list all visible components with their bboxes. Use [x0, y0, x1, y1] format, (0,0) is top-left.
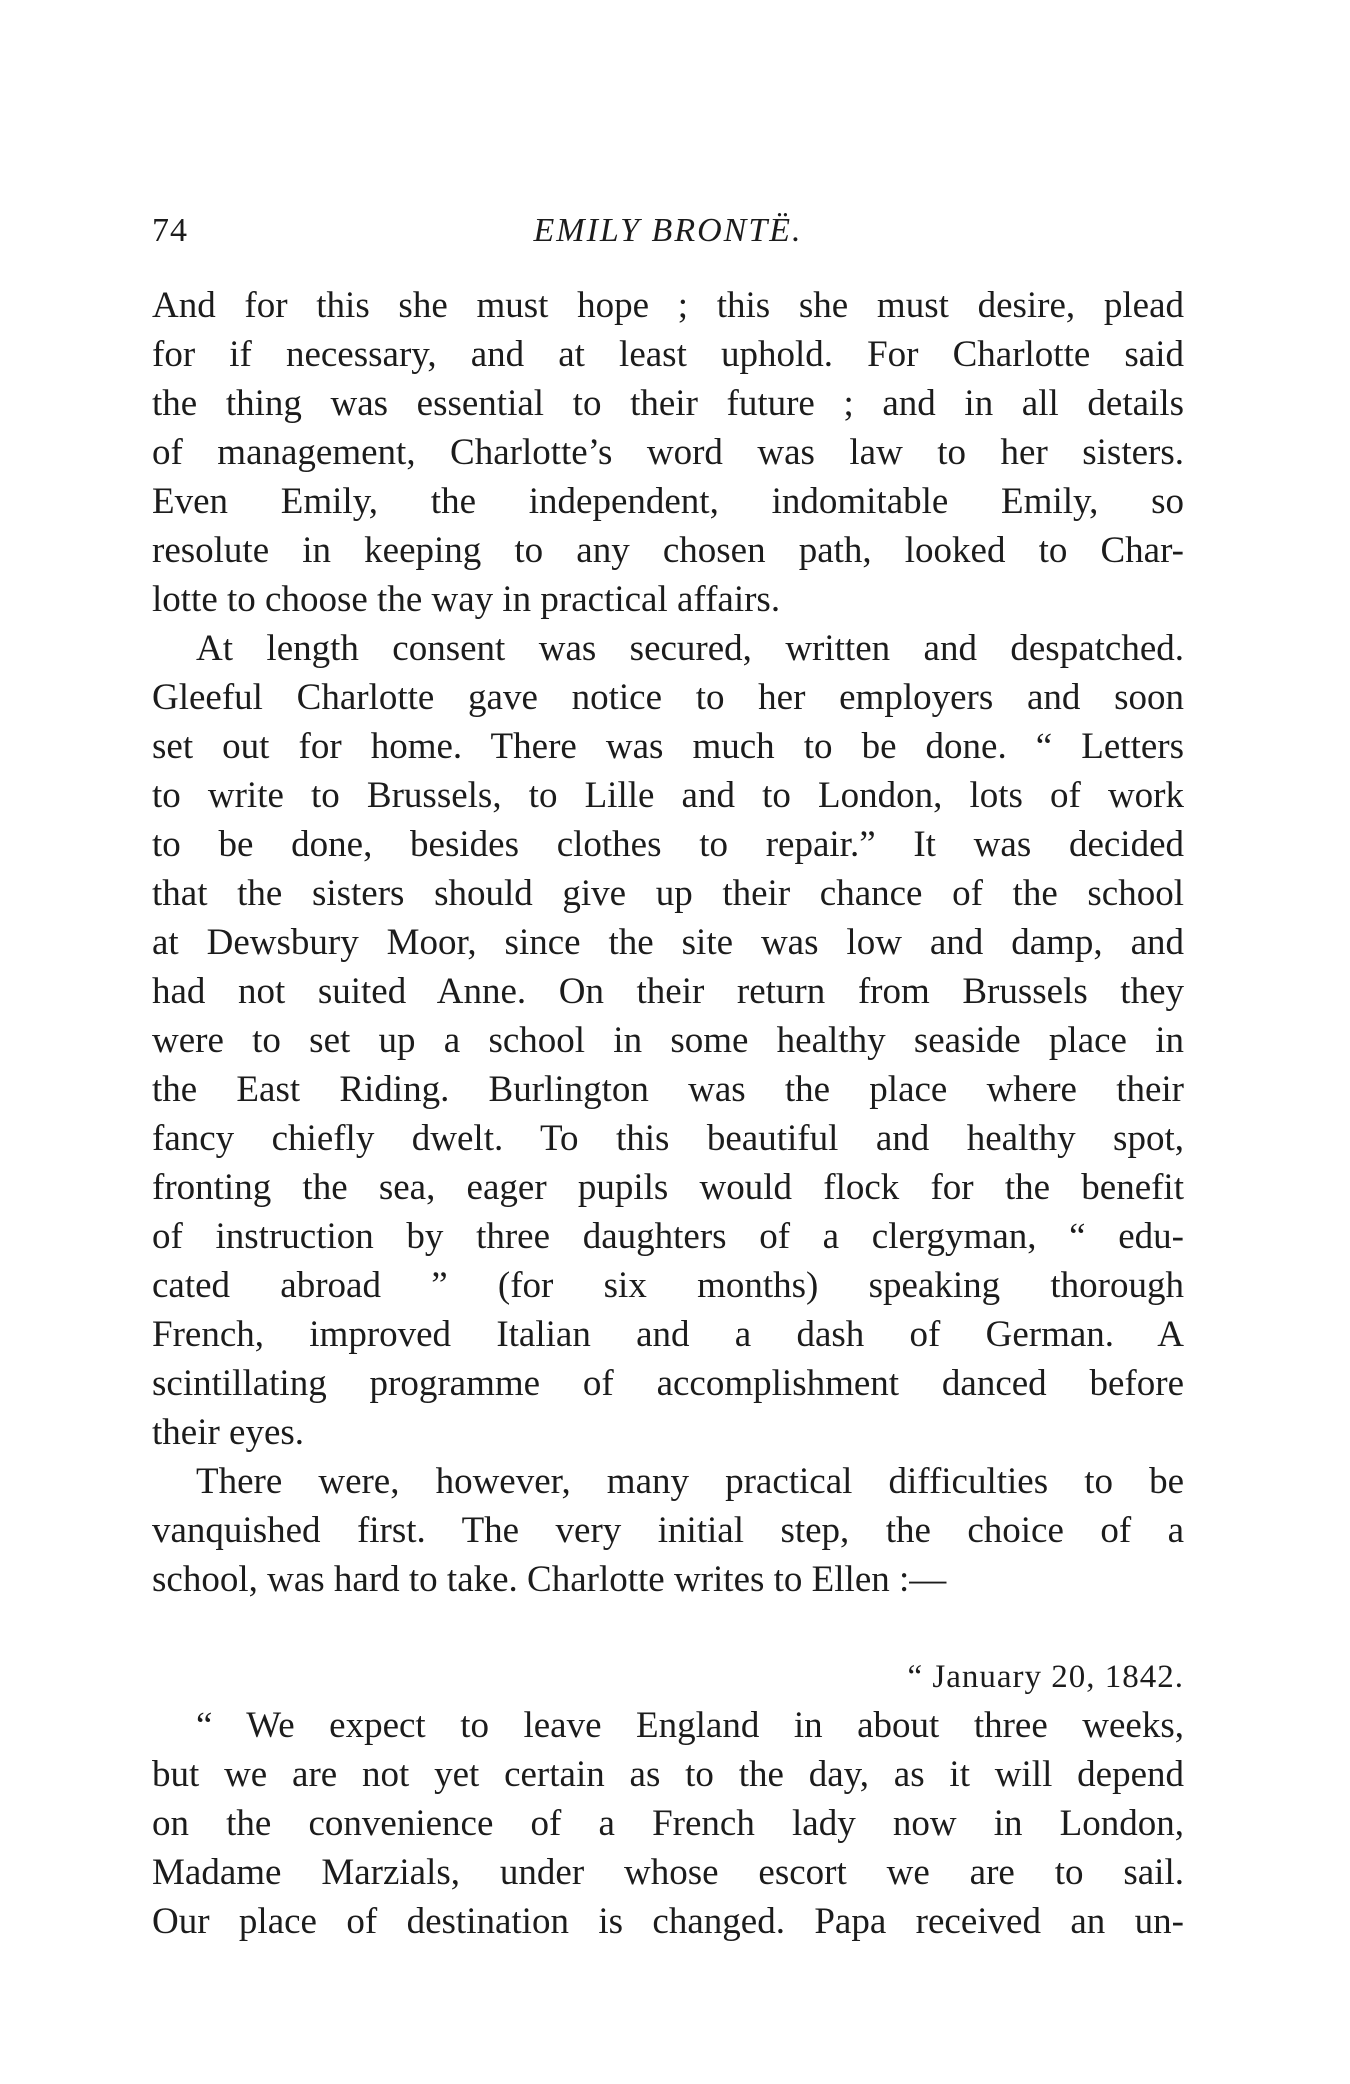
- text-line: the East Riding. Burlington was the place where their: [152, 1069, 1184, 1110]
- text-line: And for this she must hope ; this she must desire, plead: [152, 285, 1184, 326]
- text-line: Even Emily, the independent, indomitable Emily, so: [152, 481, 1184, 522]
- text-line: fronting the sea, eager pupils would flock for the benefit: [152, 1167, 1184, 1208]
- text-line: to be done, besides clothes to repair.” It was decided: [152, 824, 1184, 865]
- text-line: were to set up a school in some healthy seaside place in: [152, 1020, 1184, 1061]
- text-line: Our place of destination is changed. Papa received an un-: [152, 1901, 1184, 1942]
- text-line: but we are not yet certain as to the day, as it will depend: [152, 1754, 1184, 1795]
- text-line: French, improved Italian and a dash of German. A: [152, 1314, 1184, 1355]
- text-line: resolute in keeping to any chosen path, looked to Char-: [152, 530, 1184, 571]
- text-line: fancy chiefly dwelt. To this beautiful and healthy spot,: [152, 1118, 1184, 1159]
- text-line: lotte to choose the way in practical affairs.: [152, 579, 781, 620]
- text-line: of management, Charlotte’s word was law to her sisters.: [152, 432, 1184, 473]
- text-line: the thing was essential to their future ; and in all details: [152, 383, 1184, 424]
- letter-dateline: “ January 20, 1842.: [907, 1659, 1184, 1695]
- text-line: Madame Marzials, under whose escort we are to sail.: [152, 1852, 1184, 1893]
- text-line: set out for home. There was much to be done. “ Letters: [152, 726, 1184, 767]
- text-line: had not suited Anne. On their return from Brussels they: [152, 971, 1184, 1012]
- text-line: of instruction by three daughters of a clergyman, “ edu-: [152, 1216, 1184, 1257]
- text-line: to write to Brussels, to Lille and to London, lots of work: [152, 775, 1184, 816]
- text-line: at Dewsbury Moor, since the site was low and damp, and: [152, 922, 1184, 963]
- text-line: for if necessary, and at least uphold. For Charlotte said: [152, 334, 1184, 375]
- text-line: scintillating programme of accomplishment danced before: [152, 1363, 1184, 1404]
- text-line: Gleeful Charlotte gave notice to her employers and soon: [152, 677, 1184, 718]
- text-line: their eyes.: [152, 1412, 305, 1453]
- text-line: that the sisters should give up their chance of the school: [152, 873, 1184, 914]
- text-line: There were, however, many practical difficulties to be: [196, 1461, 1184, 1502]
- text-line: “ We expect to leave England in about three weeks,: [196, 1705, 1184, 1746]
- text-line: At length consent was secured, written and despatched.: [196, 628, 1184, 669]
- text-line: on the convenience of a French lady now in London,: [152, 1803, 1184, 1844]
- text-line: cated abroad ” (for six months) speaking thorough: [152, 1265, 1184, 1306]
- running-title: EMILY BRONTË.: [533, 212, 803, 249]
- page-number: 74: [152, 212, 188, 249]
- text-line: school, was hard to take. Charlotte writes to Ellen :—: [152, 1559, 947, 1600]
- text-line: vanquished first. The very initial step, the choice of a: [152, 1510, 1184, 1551]
- running-head: [152, 212, 1184, 262]
